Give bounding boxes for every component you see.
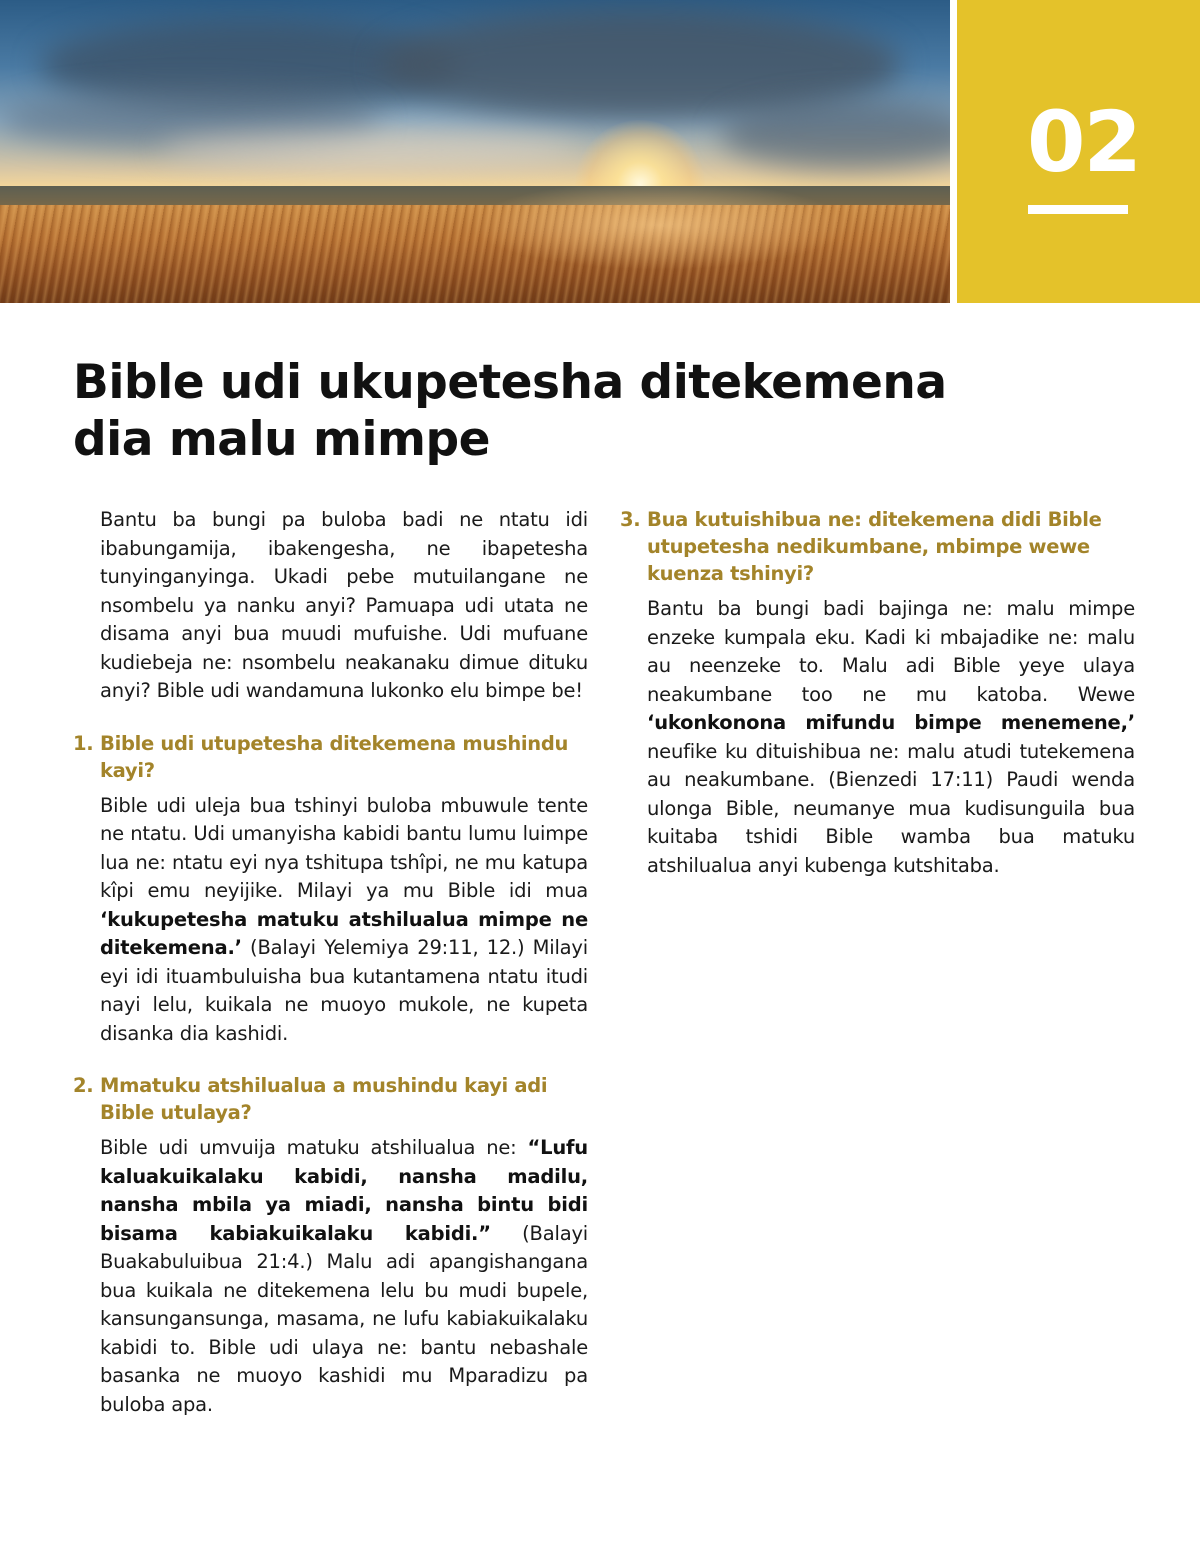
header-photo-sunset-wheat-field [0, 0, 950, 303]
intro-paragraph: Bantu ba bungi pa buloba badi ne ntatu idi ibabungamija, ibakengesha, ne ibapetesha tunyinganyinga. Ukadi pebe mutuilangane ne nsombelu ya nanku anyi? Pamuapa udi utata ne disama anyi bua muudi mufuishe. Udi mufuane kudiebeja ne: nsombelu neakanaku dimue dituku anyi? Bible udi wandamuna lukonko elu bimpe be! [100, 508, 588, 702]
chapter-block [957, 0, 1200, 303]
cloud [720, 100, 950, 170]
sun-glow [470, 180, 850, 270]
section-2-question [73, 1072, 588, 1126]
answer-text: Bible udi uleja bua tshinyi buloba mbuwule tente ne ntatu. Udi umanyisha kabidi bantu lumu luimpe lua ne: ntatu eyi nya tshitupa tshîpi, ne mu katupa kîpi emu neyijike. Milayi ya mu Bible idi mua [100, 793, 588, 902]
section-1-question [73, 730, 588, 784]
section-3-question [620, 506, 1135, 587]
question-number: 2. [73, 1074, 94, 1097]
answer-text: (Balayi Buakabuluibua 21:4.) Malu adi apangishangana bua kuikala ne ditekemena lelu bu mudi bupele, kansungansunga, masama, ne lufu kabiakuikalaku kabidi to. Bible udi ulaya ne: bantu nebashale basanka ne muoyo kashidi mu Mparadizu pa buloba apa. [100, 1221, 588, 1416]
answer-text: neufike ku dituishibua ne: malu atudi tutekemena au neakumbane. (Bienzedi 17:11) Paudi wenda ulonga Bible, neumanye mua kudisunguila bua kuitaba tshidi Bible wamba bua matuku atshilualua anyi kubenga kutshitaba. [647, 739, 1135, 877]
question-text: Bua kutuishibua ne: ditekemena didi Bible utupetesha nedikumbane, mbimpe wewe kuenza tshinyi? [647, 508, 1102, 585]
answer-emphasis: ‘kukupetesha matuku atshilualua mimpe ne ditekemena.’ [100, 907, 588, 959]
question-text: Mmatuku atshilualua a mushindu kayi adi Bible utulaya? [100, 1074, 548, 1124]
section-2-answer [100, 1134, 588, 1419]
question-number: 1. [73, 731, 94, 755]
section-1-answer [100, 792, 588, 1049]
answer-text: Bible udi umvuija matuku atshilualua ne: [100, 1136, 528, 1159]
right-column [620, 506, 1135, 880]
answer-emphasis: ‘ukonkonona mifundu bimpe menemene,’ [647, 711, 1135, 734]
chapter-underline [1028, 205, 1128, 214]
cloud [160, 130, 580, 170]
answer-text: (Balayi Yelemiya 29:11, 12.) Milayi eyi idi ituambuluisha bua kutantamena ntatu itudi nayi lelu, kuikala ne muoyo mukole, ne kupeta disanka dia kashidi. [100, 936, 588, 1045]
page-title [73, 354, 973, 468]
answer-emphasis: “Lufu kaluakuikalaku kabidi, nansha madilu, nansha mbila ya miadi, nansha bintu bidi bisama kabiakuikalaku kabidi.” [100, 1136, 588, 1245]
title-line: dia malu mimpe [73, 412, 491, 467]
left-column [73, 506, 588, 1419]
question-number: 3. [620, 508, 641, 531]
answer-text: Bantu ba bungi badi bajinga ne: malu mimpe enzeke kumpala eku. Kadi ki mbajadike ne: malu au neenzeke to. Malu adi Bible yeye ulaya neakumbane too ne mu katoba. Wewe [647, 597, 1135, 706]
question-text: Bible udi utupetesha ditekemena mushindu kayi? [100, 731, 569, 782]
title-line: Bible udi ukupetesha ditekemena [73, 355, 947, 410]
chapter-number: 02 [1027, 93, 1140, 191]
section-3-answer [647, 595, 1135, 880]
